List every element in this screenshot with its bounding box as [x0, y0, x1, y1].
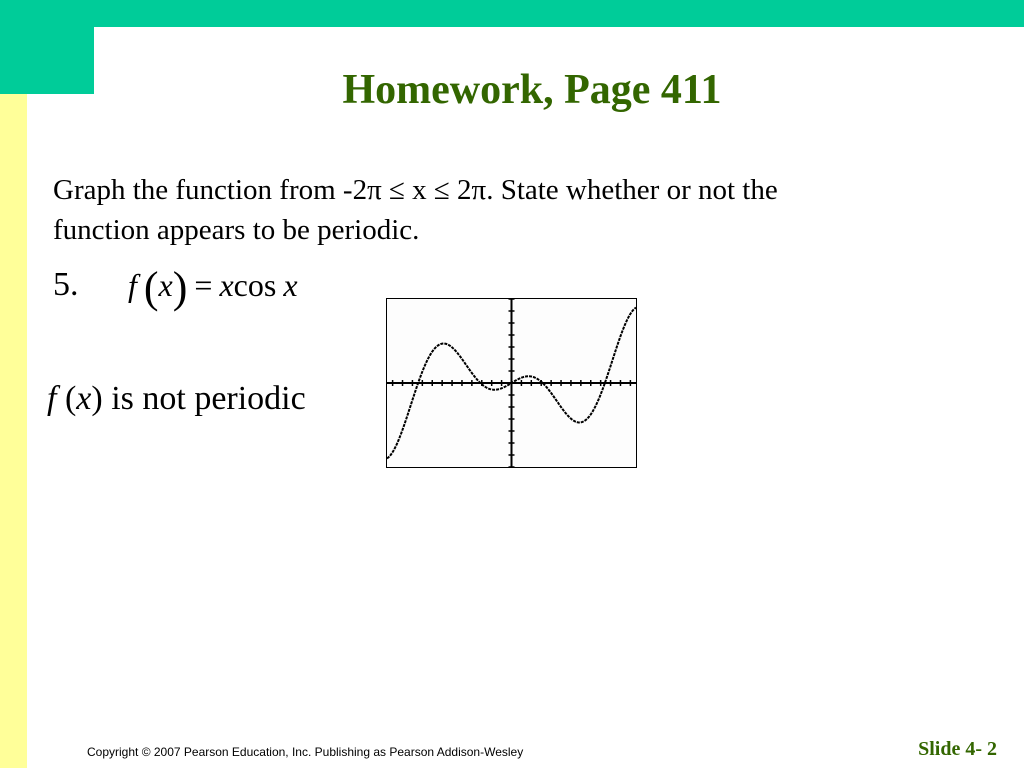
- formula-cos-arg: x: [283, 267, 298, 303]
- problem-text: [53, 170, 953, 250]
- formula-x-factor: x: [219, 267, 234, 303]
- answer-open: (: [64, 380, 77, 417]
- slide-number: Slide 4- 2: [918, 738, 997, 760]
- problem-line-1: Graph the function from -2π ≤ x ≤ 2π. State whether or not the: [53, 174, 778, 206]
- formula-cos: cos: [233, 267, 277, 303]
- left-accent-strip: [0, 94, 27, 768]
- answer-rest: ) is not periodic: [91, 380, 306, 417]
- formula-lparen: (: [143, 263, 159, 312]
- calculator-graph: [386, 298, 637, 468]
- answer-statement: [47, 380, 306, 418]
- problem-line-2: function appears to be periodic.: [53, 214, 420, 246]
- copyright-notice: Copyright © 2007 Pearson Education, Inc. Publishing as Pearson Addison-Wesley: [87, 745, 524, 759]
- slide-title: Homework, Page 411: [342, 67, 722, 113]
- function-formula: [128, 262, 298, 313]
- formula-x: x: [158, 267, 173, 303]
- top-accent-bar: [0, 0, 1024, 27]
- answer-x: x: [76, 380, 92, 417]
- formula-equals: =: [194, 267, 213, 303]
- problem-number: 5.: [53, 266, 79, 303]
- formula-rparen: ): [172, 263, 188, 312]
- graph-plot: [387, 299, 636, 467]
- formula-f: f: [128, 267, 137, 303]
- answer-f: f: [47, 380, 57, 417]
